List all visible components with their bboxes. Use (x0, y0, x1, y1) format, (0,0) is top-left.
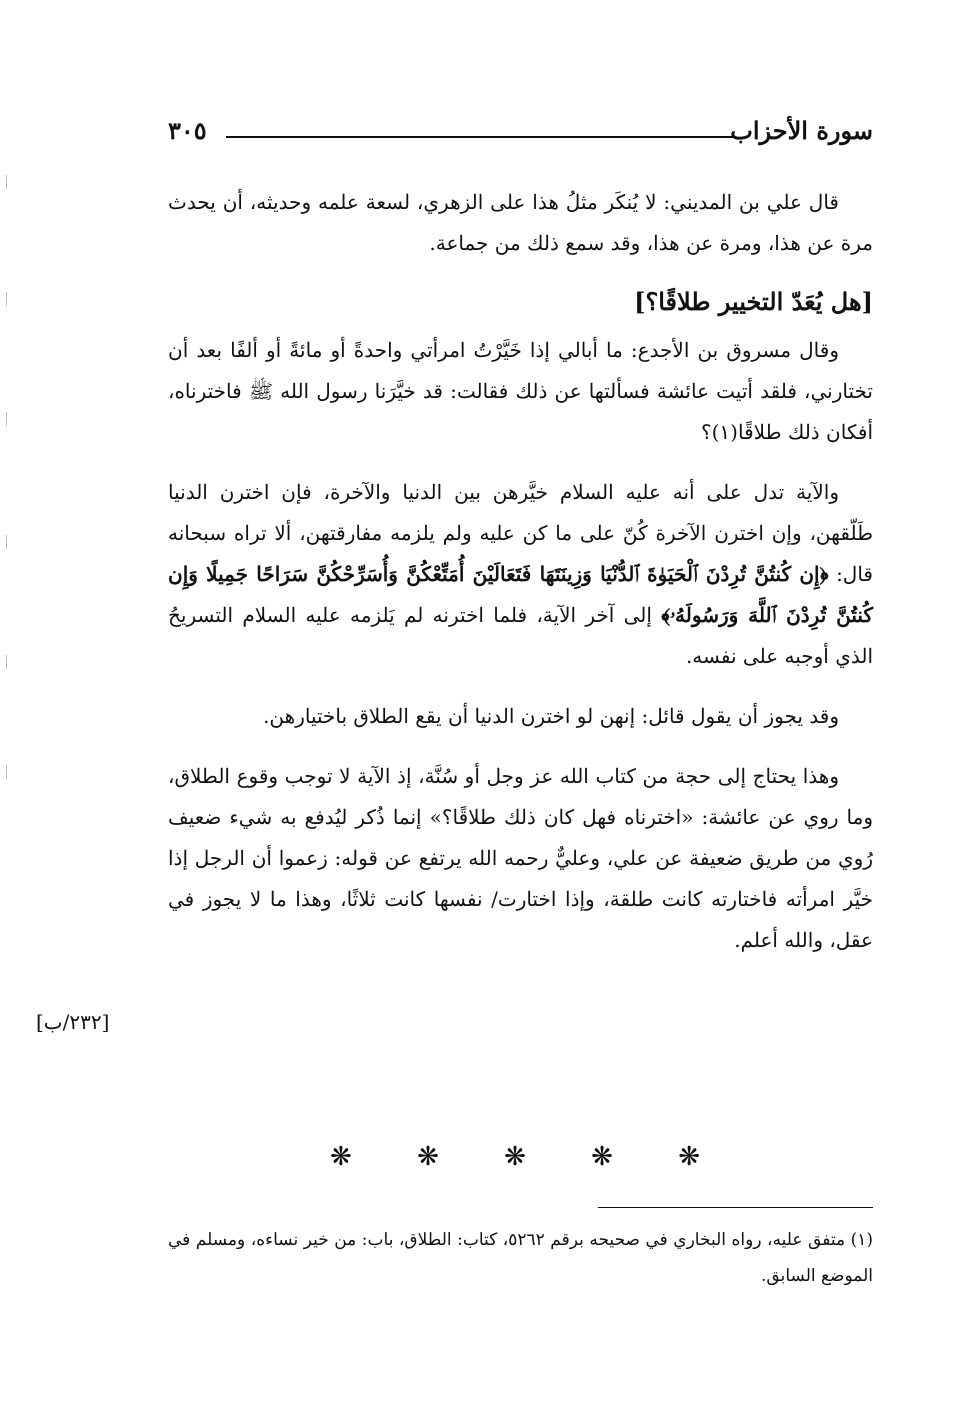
paragraph-masruq: وقال مسروق بن الأجدع: ما أبالي إذا خَيَّرْتُ امرأتي واحدةً أو مائةً أو ألفًا بعد أن تختارني، فلقد أتيت عائشة فسألتها عن ذلك فقالت: قد خيَّرَنا رسول الله ﷺ فاخترناه، أفكان ذلك طلاقًا(١)؟ (168, 338, 873, 444)
page-number: ٣٠٥ (168, 116, 207, 145)
running-header (168, 112, 873, 152)
verse-after-text: إلى آخر الآية، فلما اخترنه لم يَلزمه عليه السلام التسريحُ الذي أوجبه على نفسه. (168, 603, 873, 668)
separator-star-icon: ❋ (330, 1142, 352, 1172)
footnotes (168, 1222, 873, 1294)
scan-edge-mark (6, 175, 7, 189)
scan-edge-mark (6, 655, 7, 669)
main-text (168, 182, 873, 961)
section-separator (330, 1142, 700, 1172)
surah-title: سورة الأحزاب (730, 116, 873, 145)
footnote-1: (١) متفق عليه، رواه البخاري في صحيحه برقم ٥٢٦٢، كتاب: الطلاق، باب: من خير نساءه، ومسلم في الموضع السابق. (168, 1230, 873, 1286)
separator-star-icon: ❋ (591, 1142, 613, 1172)
scan-edge-mark (6, 765, 7, 779)
quran-verse: ﴿إِن كُنتُنَّ تُرِدْنَ ٱلْحَيَوٰةَ ٱلدُّنْيَا وَزِينَتَهَا فَتَعَالَيْنَ أُمَتِّعْكُنَّ وَأُسَرِّحْكُنَّ سَرَاحًا جَمِيلًا وَإِن كُنتُنَّ تُرِدْنَ ٱللَّهَ وَرَسُولَهُۥ﴾ (168, 562, 873, 627)
separator-star-icon: ❋ (678, 1142, 700, 1172)
manuscript-folio-note: [٢٣٢/ب] (36, 1010, 110, 1034)
scan-edge-mark (6, 412, 7, 426)
header-rule (226, 136, 733, 138)
paragraph-reply: وهذا يحتاج إلى حجة من كتاب الله عز وجل أو سُنَّة، إذ الآية لا توجب وقوع الطلاق، وما روي عن عائشة: «اخترناه فهل كان ذلك طلاقًا؟» إنما ذُكر ليُدفع به شيء ضعيف رُوي من طريق ضعيفة عن علي، وعليٌّ رحمه الله يرتفع عن قوله: زعموا أن الرجل إذا خيَّر امرأته فاختارته كانت طلقة، وإذا اختارت/ نفسها كانت ثلاثًا، وهذا ما لا يجوز في عقل، والله أعلم. (168, 764, 873, 952)
scan-edge-mark (6, 292, 7, 306)
scan-edge-mark (6, 535, 7, 549)
section-heading: [هل يُعَدّ التخيير طلاقًا؟] (634, 287, 873, 316)
paragraph-objection: وقد يجوز أن يقول قائل: إنهن لو اخترن الدنيا أن يقع الطلاق باختيارهن. (263, 704, 839, 728)
verse-intro-text: والآية تدل على أنه عليه السلام خيَّرهن بين الدنيا والآخرة، فإن اخترن الدنيا طَلّقهن، وإن اخترن الآخرة كُنّ على ما كن عليه ولم يلزمه مفارقتهن، ألا تراه سبحانه قال: (168, 480, 873, 586)
separator-star-icon: ❋ (504, 1142, 526, 1172)
separator-star-icon: ❋ (417, 1142, 439, 1172)
footnote-rule (598, 1207, 873, 1208)
paragraph-verse (168, 472, 873, 677)
paragraph-ibn-al-madini: قال علي بن المديني: لا يُنكَر مثلُ هذا على الزهري، لسعة علمه وحديثه، أن يحدث مرة عن هذا، ومرة عن هذا، وقد سمع ذلك من جماعة. (168, 190, 873, 255)
